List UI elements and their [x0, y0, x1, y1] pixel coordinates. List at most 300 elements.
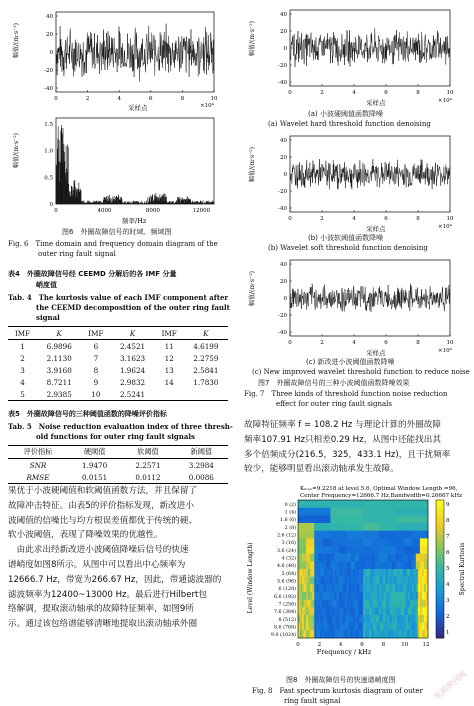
colorbar-segment [436, 538, 444, 542]
kurtogram-cell [410, 600, 412, 608]
kurtogram-cell [402, 592, 404, 600]
kurtogram-cell [355, 577, 357, 585]
kurtogram-cell [408, 607, 410, 615]
kurtogram-cell [316, 615, 318, 623]
kurtogram-cell [353, 577, 355, 585]
kurtogram-cell [339, 546, 347, 554]
kurtogram-cell [387, 600, 389, 608]
kurtogram-cell [333, 615, 335, 623]
kurtogram-cell [359, 623, 361, 631]
kurtogram-cell [310, 561, 314, 569]
kurtogram-cell [424, 561, 428, 569]
kurtogram-cell [371, 600, 373, 608]
fig8-ytick: 5.6 (96) [276, 579, 296, 585]
kurtogram-cell [377, 607, 379, 615]
kurtogram-cell [367, 600, 369, 608]
kurtogram-cell [363, 600, 365, 608]
kurtogram-cell [347, 615, 349, 623]
kurtogram-cell [331, 531, 348, 539]
colorbar-tick: 9 [446, 502, 450, 508]
colorbar-segment [436, 631, 444, 635]
kurtogram-cell [363, 500, 428, 508]
kurtogram-cell [355, 615, 357, 623]
kurtogram-cell [391, 561, 395, 569]
kurtogram-cell [361, 623, 363, 631]
kurtogram-cell [312, 600, 314, 608]
kurtogram-cell [302, 600, 304, 608]
kurtogram-cell [312, 569, 314, 577]
colorbar-segment [436, 590, 444, 594]
kurtogram-cell [318, 554, 322, 562]
kurtogram-cell [351, 615, 353, 623]
kurtogram-cell [412, 584, 414, 592]
fig7a-ytick: -20 [278, 63, 287, 69]
kurtogram-cell [422, 615, 424, 623]
colorbar-segment [436, 541, 444, 545]
kurtogram-cell [304, 584, 306, 592]
kurtogram-cell [414, 569, 416, 577]
kurtogram-cell [357, 600, 359, 608]
kurtogram-cell [410, 630, 412, 638]
body-line: 较少，能够明显看出滚动轴承发生故障。 [244, 464, 399, 475]
kurtogram-cell [322, 546, 330, 554]
kurtogram-cell [408, 623, 410, 631]
fig8-xtick: 10 [401, 642, 409, 648]
kurtogram-cell [298, 531, 315, 539]
kurtogram-cell [314, 623, 316, 631]
colorbar-segment [436, 624, 444, 628]
fig7a-ytick: 0 [283, 46, 287, 52]
kurtogram-cell [393, 584, 395, 592]
kurtogram-cell [361, 615, 363, 623]
kurtogram-cell [422, 569, 424, 577]
kurtogram-cell [337, 607, 339, 615]
kurtogram-cell [302, 630, 304, 638]
fig7a-ytick: -40 [278, 80, 287, 86]
kurtogram-cell [416, 600, 418, 608]
kurtogram-cell [361, 630, 363, 638]
colorbar-tick: 6 [446, 550, 450, 556]
kurtogram-cell [402, 577, 404, 585]
kurtogram-cell [331, 577, 333, 585]
kurtogram-cell [343, 623, 345, 631]
fig8-ytick: 1.6 (6) [280, 518, 296, 524]
kurtogram-cell [402, 615, 404, 623]
kurtogram-cell [369, 600, 371, 608]
kurtogram-cell [347, 577, 349, 585]
fig7c-improved-threshold-plot [244, 254, 470, 358]
kurtogram-cell [347, 569, 349, 577]
kurtogram-cell [408, 577, 410, 585]
kurtogram-cell [418, 607, 420, 615]
kurtogram-cell [383, 592, 385, 600]
kurtogram-cell [306, 561, 310, 569]
kurtogram-cell [355, 592, 357, 600]
table5-header-cell: 新阈值 [190, 447, 213, 456]
kurtogram-cell [316, 592, 318, 600]
kurtogram-cell [371, 546, 379, 554]
body-line: 软小波阈值，表现了降噪效果的优越性。 [8, 530, 163, 541]
kurtogram-cell [300, 615, 302, 623]
table4-title-cn-1: 表4 外圈故障信号经 CEEMD 分解后的各 IMF 分量 [8, 270, 177, 278]
kurtogram-cell [322, 584, 324, 592]
kurtogram-cell [420, 630, 422, 638]
fig7b-ytick: -40 [278, 206, 287, 212]
kurtogram-cell [420, 569, 422, 577]
kurtogram-cell [365, 630, 367, 638]
kurtogram-cell [367, 561, 371, 569]
kurtogram-cell [416, 554, 420, 562]
kurtogram-cell [420, 615, 422, 623]
kurtogram-cell [320, 600, 322, 608]
kurtogram-cell [302, 554, 306, 562]
colorbar-tick: 4 [446, 582, 450, 588]
kurtogram-cell [389, 600, 391, 608]
kurtogram-cell [306, 546, 314, 554]
kurtogram-cell [377, 569, 379, 577]
kurtogram-cell [418, 623, 420, 631]
kurtogram-cell [389, 584, 391, 592]
kurtogram-cell [347, 592, 349, 600]
kurtogram-cell [383, 569, 385, 577]
kurtogram-cell [367, 569, 369, 577]
kurtogram-cell [298, 500, 363, 508]
kurtogram-cell [406, 569, 408, 577]
kurtogram-cell [341, 584, 343, 592]
fig6-top-xtick: 6 [149, 96, 153, 102]
kurtogram-cell [306, 538, 314, 546]
kurtogram-cell [310, 592, 312, 600]
table5-title-en-2: old functions for outer ring fault signals [36, 432, 195, 441]
kurtogram-cell [371, 607, 373, 615]
kurtogram-cell [408, 569, 410, 577]
kurtogram-cell [314, 615, 316, 623]
kurtogram-cell [322, 569, 324, 577]
kurtogram-cell [416, 615, 418, 623]
kurtogram-cell [355, 546, 363, 554]
fig8-ytick: 1 (4) [284, 510, 296, 516]
kurtogram-cell [412, 600, 414, 608]
kurtogram-cell [300, 592, 302, 600]
kurtogram-cell [412, 592, 414, 600]
kurtogram-cell [326, 630, 328, 638]
kurtogram-cell [316, 577, 318, 585]
kurtogram-cell [355, 561, 359, 569]
fig7c-xlabel: 采样点 [366, 349, 386, 357]
kurtogram-cell [389, 607, 391, 615]
kurtogram-cell [337, 592, 339, 600]
kurtogram-cell [345, 569, 347, 577]
fig8-ytick: 8.6 (768) [273, 625, 296, 631]
colorbar-segment [436, 507, 444, 511]
kurtogram-cell [312, 615, 314, 623]
kurtogram-cell [371, 584, 373, 592]
kurtogram-cell [300, 577, 302, 585]
fig7b-ylabel: 幅值/(m·s⁻²) [249, 147, 256, 182]
colorbar-segment [436, 503, 444, 507]
kurtogram-cell [383, 607, 385, 615]
kurtogram-cell [381, 615, 383, 623]
table5-title-cn: 表5 外圈故障信号的三种阈值函数的降噪评价指标 [8, 410, 167, 418]
kurtogram-cell [357, 630, 359, 638]
kurtogram-cell [347, 584, 349, 592]
table5-title-en-1: Tab. 5 Noise reduction evaluation index of three thresh- [8, 422, 233, 431]
kurtogram-cell [298, 615, 300, 623]
kurtogram-cell [322, 561, 326, 569]
kurtogram-cell [406, 584, 408, 592]
colorbar-segment [436, 604, 444, 608]
kurtogram-cell [400, 577, 402, 585]
kurtogram-cell [408, 592, 410, 600]
kurtogram-cell [335, 600, 337, 608]
kurtogram-cell [363, 592, 365, 600]
kurtogram-cell [369, 569, 371, 577]
kurtogram-cell [351, 607, 353, 615]
kurtogram-cell [320, 623, 322, 631]
kurtogram-cell [355, 623, 357, 631]
kurtogram-cell [408, 584, 410, 592]
kurtogram-cell [424, 623, 426, 631]
left-body-text [8, 484, 234, 632]
kurtogram-cell [396, 607, 398, 615]
kurtogram-cell [418, 584, 420, 592]
fig7a-xtick: 4 [352, 90, 356, 96]
kurtogram-cell [333, 584, 335, 592]
kurtogram-cell [310, 615, 312, 623]
kurtogram-cell [320, 630, 322, 638]
kurtogram-cell [355, 584, 357, 592]
kurtogram-cell [396, 554, 400, 562]
fig7a-sub-cn: (a) 小波硬阈值函数降噪 [308, 110, 383, 118]
kurtogram-cell [391, 615, 393, 623]
fig8-ytick: 4 (32) [281, 556, 296, 562]
fig7b-xtick: 8 [416, 216, 420, 222]
kurtogram-cell [361, 569, 363, 577]
kurtogram-cell [363, 569, 365, 577]
kurtogram-cell [396, 538, 404, 546]
kurtogram-cell [420, 584, 422, 592]
colorbar-tick: 2 [446, 614, 450, 620]
kurtogram-cell [318, 615, 320, 623]
kurtogram-cell [328, 569, 330, 577]
kurtogram-cell [383, 623, 385, 631]
kurtogram-cell [416, 607, 418, 615]
kurtogram-cell [331, 538, 339, 546]
fig6-caption-cn: 图6 外圈故障信号的时域、频域图 [62, 228, 172, 236]
kurtogram-cell [331, 546, 339, 554]
kurtogram-cell [375, 554, 379, 562]
colorbar-segment [436, 614, 444, 618]
kurtogram-cell [343, 600, 345, 608]
kurtogram-cell [331, 615, 333, 623]
kurtogram-cell [333, 577, 335, 585]
kurtogram-cell [393, 600, 395, 608]
fig7b-ytick: 0 [283, 172, 287, 178]
kurtogram-cell [351, 569, 353, 577]
fig7c-xtick: 8 [416, 340, 420, 346]
kurtogram-cell [357, 607, 359, 615]
kurtogram-cell [408, 630, 410, 638]
kurtogram-cell [314, 523, 331, 531]
body-line: 波阈值的信噪比与均方根误差值都优于传统的硬、 [8, 515, 198, 526]
kurtogram-cell [316, 630, 318, 638]
kurtogram-cell [302, 577, 304, 585]
kurtogram-cell [359, 584, 361, 592]
kurtogram-cell [410, 615, 412, 623]
kurtogram-cell [304, 623, 306, 631]
kurtogram-cell [422, 630, 424, 638]
kurtogram-cell [331, 623, 333, 631]
kurtogram-cell [335, 592, 337, 600]
fig6-top-xexp: ×10⁴ [200, 103, 214, 109]
kurtogram-cell [351, 592, 353, 600]
fig7a-xexp: ×10⁴ [438, 98, 452, 104]
kurtogram-cell [312, 577, 314, 585]
kurtogram-cell [347, 600, 349, 608]
kurtogram-cell [398, 577, 400, 585]
kurtogram-cell [367, 607, 369, 615]
fig7b-ytick: 40 [280, 138, 287, 144]
kurtogram-cell [410, 623, 412, 631]
kurtogram-cell [383, 630, 385, 638]
kurtogram-cell [422, 607, 424, 615]
kurtogram-cell [343, 554, 347, 562]
kurtogram-cell [304, 577, 306, 585]
fig7c-sub-cn: (c) 新改进小波阈值函数降噪 [306, 358, 395, 366]
kurtogram-cell [298, 607, 300, 615]
colorbar-tick: 8 [446, 518, 450, 524]
kurtogram-cell [355, 630, 357, 638]
kurtogram-cell [389, 615, 391, 623]
fig6-top-ytick: 40 [46, 14, 53, 20]
kurtogram-cell [393, 569, 395, 577]
kurtogram-cell [316, 607, 318, 615]
fig8-colorbar-label: Spectral Kurtosis [459, 542, 466, 596]
kurtogram-cell [353, 623, 355, 631]
kurtogram-cell [314, 630, 316, 638]
kurtogram-cell [385, 569, 387, 577]
kurtogram-cell [393, 615, 395, 623]
kurtogram-cell [406, 607, 408, 615]
kurtogram-cell [379, 561, 383, 569]
kurtogram-cell [402, 623, 404, 631]
kurtogram-cell [322, 623, 324, 631]
kurtogram-cell [412, 546, 420, 554]
table5-header-cell: 软阈值 [137, 447, 159, 456]
kurtogram-cell [310, 600, 312, 608]
colorbar-segment [436, 579, 444, 583]
kurtogram-cell [371, 538, 379, 546]
fig8-caption-cn: 图8 外圈故障信号的快速谱峭度图 [286, 676, 396, 684]
kurtogram-cell [404, 546, 412, 554]
kurtogram-cell [365, 577, 367, 585]
kurtogram-cell [339, 600, 341, 608]
kurtogram-cell [341, 577, 343, 585]
kurtogram-cell [347, 630, 349, 638]
kurtogram-cell [310, 569, 312, 577]
kurtogram-cell [383, 561, 387, 569]
kurtogram-cell [326, 577, 328, 585]
kurtogram-cell [326, 584, 328, 592]
kurtogram-cell [373, 592, 375, 600]
kurtogram-cell [333, 607, 335, 615]
kurtogram-cell [359, 607, 361, 615]
kurtogram-cell [363, 630, 365, 638]
kurtogram-cell [308, 623, 310, 631]
kurtogram-cell [402, 600, 404, 608]
kurtogram-cell [314, 554, 318, 562]
colorbar-segment [436, 593, 444, 597]
kurtogram-cell [400, 569, 402, 577]
kurtogram-cell [324, 630, 326, 638]
kurtogram-cell [351, 577, 353, 585]
kurtogram-cell [363, 508, 396, 516]
table4 [8, 326, 228, 401]
kurtogram-cell [353, 569, 355, 577]
kurtogram-cell [422, 623, 424, 631]
kurtogram-cell [361, 577, 363, 585]
kurtogram-cell [418, 630, 420, 638]
kurtogram-cell [365, 592, 367, 600]
kurtogram-cell [337, 623, 339, 631]
kurtogram-cell [381, 577, 383, 585]
kurtogram-cell [322, 600, 324, 608]
kurtogram-cell [363, 623, 365, 631]
kurtogram-cell [349, 607, 351, 615]
fig8-ytick: 2 (8) [284, 525, 296, 531]
body-line: 滤波频率为12400~13000 Hz。最后进行Hilbert包 [8, 589, 207, 600]
fig7a-ylabel: 幅值/(m·s⁻²) [249, 21, 256, 56]
kurtogram-cell [320, 569, 322, 577]
kurtogram-cell [331, 607, 333, 615]
kurtogram-cell [363, 515, 396, 523]
kurtogram-cell [331, 561, 335, 569]
kurtogram-cell [308, 577, 310, 585]
kurtogram-cell [377, 592, 379, 600]
colorbar-tick: 3 [446, 598, 450, 604]
kurtogram-cell [389, 577, 391, 585]
kurtogram-cell [391, 577, 393, 585]
kurtogram-cell [345, 592, 347, 600]
kurtogram-cell [396, 523, 413, 531]
fig7c-ytick: 20 [280, 279, 287, 285]
body-line: 谱峭度如图8所示。从图中可以看出中心频率为 [8, 559, 186, 570]
fig8-ylabel: Level (Window Length) [247, 542, 254, 614]
fig7-caption-en-1: Fig. 7 Three kinds of threshold function noise reduction [244, 390, 448, 398]
table4-header-cell: IMF [88, 328, 104, 338]
kurtogram-cell [400, 600, 402, 608]
kurtogram-cell [363, 546, 371, 554]
fig8-caption-en-2: ring fault signal [284, 697, 341, 705]
kurtogram-cell [308, 600, 310, 608]
fig7b-xlabel: 采样点 [366, 225, 386, 233]
kurtogram-cell [375, 561, 379, 569]
kurtogram-cell [347, 546, 355, 554]
fig6-bottom-xtick: 0 [54, 208, 58, 214]
fig7b-xtick: 4 [352, 216, 356, 222]
kurtogram-cell [369, 592, 371, 600]
kurtogram-cell [339, 623, 341, 631]
fig8-xlabel: Frequency / kHz [316, 648, 372, 656]
kurtogram-cell [302, 584, 304, 592]
kurtogram-cell [347, 538, 355, 546]
kurtogram-cell [314, 584, 316, 592]
fig7c-xtick: 4 [352, 340, 356, 346]
kurtogram-cell [418, 592, 420, 600]
kurtogram-cell [371, 592, 373, 600]
fig6-bottom-xtick: 12000 [192, 208, 211, 214]
fig7a-xtick: 10 [446, 90, 454, 96]
